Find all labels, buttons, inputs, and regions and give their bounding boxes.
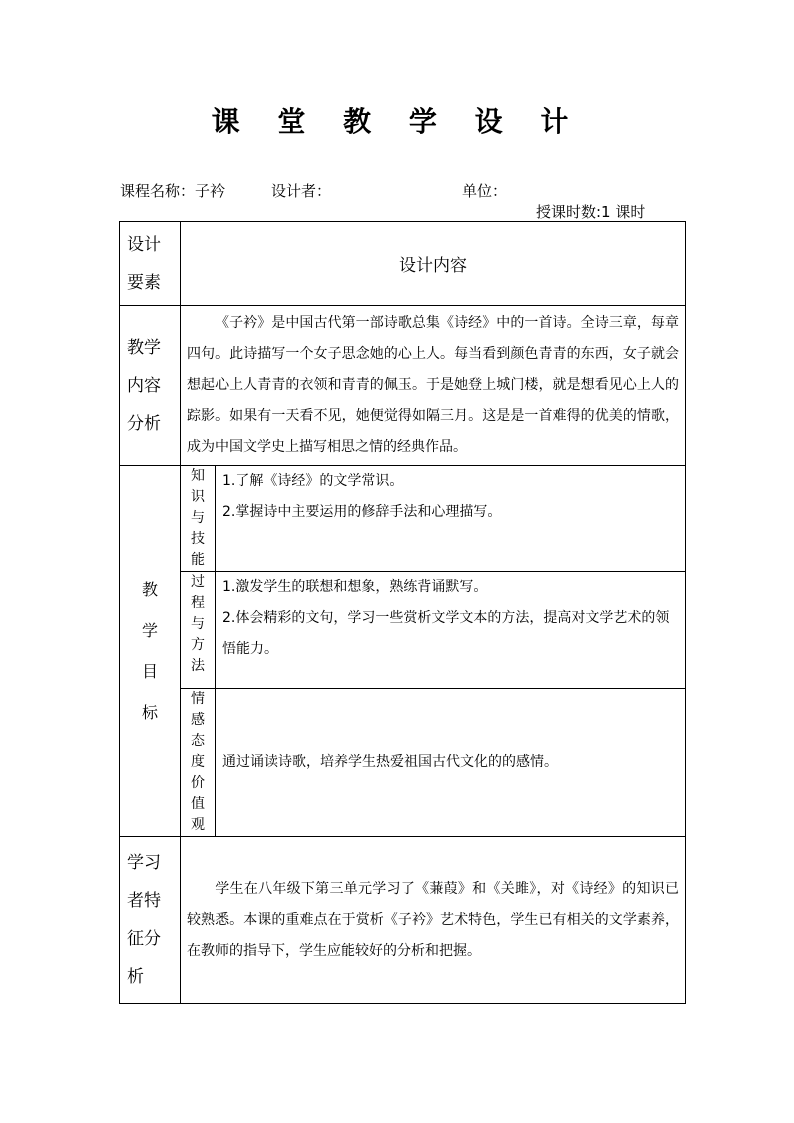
knowledge-label: 知 识 与 技 能	[181, 466, 216, 572]
learner-text: 学生在八年级下第三单元学习了《蒹葭》和《关雎》，对《诗经》的知识已较熟悉。本课的重难点在于赏析《子衿》艺术特色，学生已有相关的文学素养，在教师的指导下，学生应能较好的分析和把握。	[181, 837, 686, 1004]
analysis-row	[120, 306, 686, 466]
header-content: 设计内容	[181, 222, 686, 306]
process-item: 1.激发学生的联想和想象，熟练背诵默写。	[222, 579, 488, 595]
process-row	[120, 572, 686, 689]
course-name: 课程名称：子衿	[120, 182, 226, 200]
learner-label: 学习 者特 征分 析	[120, 837, 181, 1004]
knowledge-item: 2.掌握诗中主要运用的修辞手法和心理描写。	[222, 504, 502, 520]
knowledge-row	[120, 466, 686, 572]
process-content	[216, 572, 686, 689]
design-table	[119, 221, 686, 1004]
process-item: 2.体会精彩的文句，学习一些赏析文学文本的方法，提高对文学艺术的领悟能力。	[222, 610, 670, 657]
emotion-text: 通过诵读诗歌，培养学生热爱祖国古代文化的的感情。	[216, 689, 686, 837]
class-hours: 授课时数:1 课时	[536, 203, 646, 221]
unit: 单位：	[462, 182, 508, 200]
designer: 设计者：	[271, 182, 332, 200]
analysis-text: 《子衿》是中国古代第一部诗歌总集《诗经》中的一首诗。全诗三章，每章四句。此诗描写一个女子思念她的心上人。每当看到颜色青青的东西，女子就会想起心上人青青的衣领和青青的佩玉。于是她登上城门楼，就是想看见心上人的踪影。如果有一天看不见，她便觉得如隔三月。这是是一首难得的优美的情歌，成为中国文学史上描写相思之情的经典作品。	[181, 306, 686, 466]
header-label: 设计 要素	[120, 222, 181, 306]
analysis-label: 教学 内容 分析	[120, 306, 181, 466]
goals-label: 教 学 目 标	[120, 466, 181, 837]
page-title: 课 堂 教 学 设 计	[211, 105, 583, 138]
emotion-row	[120, 689, 686, 837]
learner-row	[120, 837, 686, 1004]
emotion-label: 情 感 态 度 价 值 观	[181, 689, 216, 837]
knowledge-content	[216, 466, 686, 572]
knowledge-item: 1.了解《诗经》的文学常识。	[222, 473, 404, 489]
header-row	[120, 222, 686, 306]
process-label: 过 程 与 方 法	[181, 572, 216, 689]
